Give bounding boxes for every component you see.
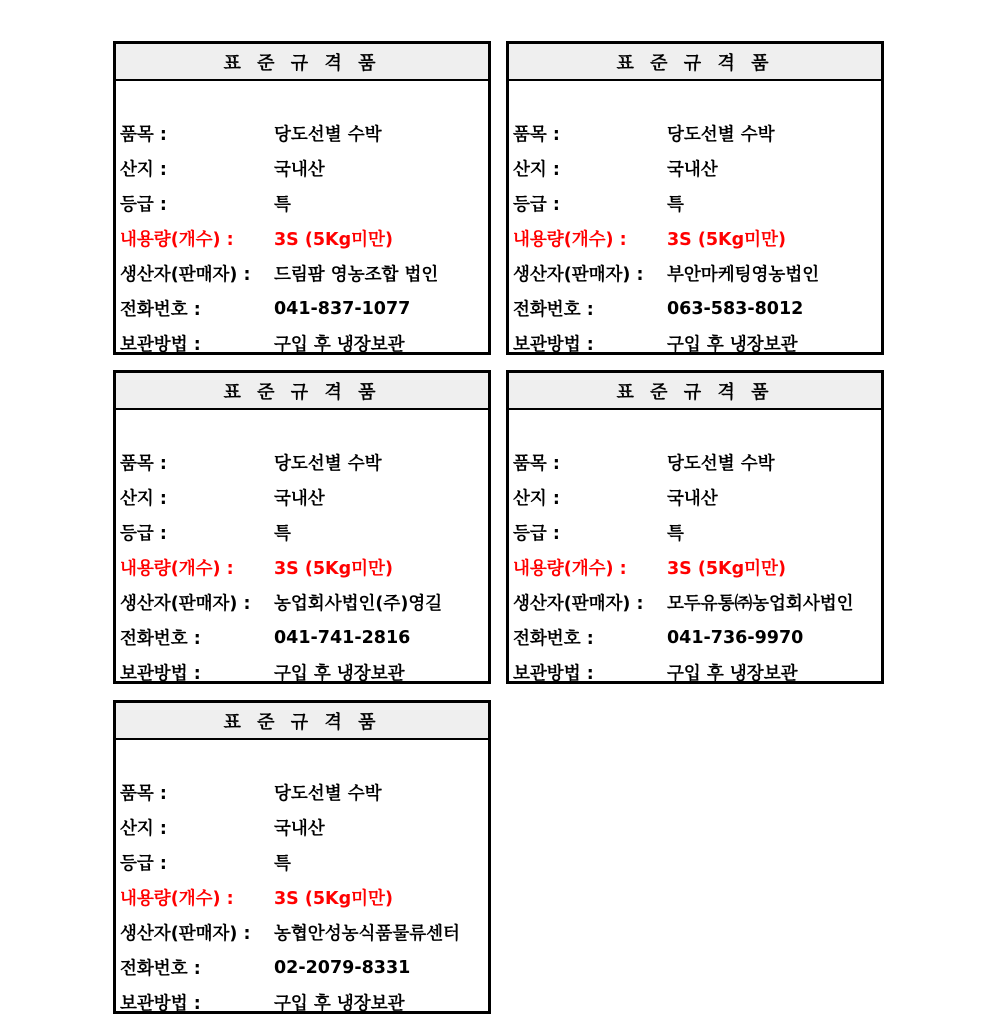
row-item: [116, 775, 488, 810]
row-phone: [509, 291, 881, 326]
phone-label: 전화번호 :: [513, 300, 594, 320]
item-label: 품목 :: [120, 784, 167, 804]
row-origin: [116, 810, 488, 845]
storage-label: 보관방법 :: [120, 335, 201, 355]
row-storage: [116, 985, 488, 1020]
item-label: 품목 :: [513, 125, 560, 145]
row-storage: [116, 655, 488, 690]
origin-label: 산지 :: [120, 489, 167, 509]
phone-label: 전화번호 :: [120, 300, 201, 320]
row-item: [116, 445, 488, 480]
quantity-value: 3S (5Kg미만): [667, 230, 786, 250]
producer-value: 모두유통㈜농업회사법인: [667, 594, 854, 614]
phone-value: 041-837-1077: [274, 298, 411, 319]
row-phone: [509, 620, 881, 655]
origin-value: 국내산: [274, 160, 325, 180]
storage-label: 보관방법 :: [513, 335, 594, 355]
quantity-value: 3S (5Kg미만): [274, 230, 393, 250]
phone-value: 041-736-9970: [667, 627, 804, 648]
row-quantity: [116, 221, 488, 256]
card-header: 표 준 규 격 품: [116, 44, 488, 81]
card-header: 표 준 규 격 품: [509, 44, 881, 81]
phone-value: 041-741-2816: [274, 627, 411, 648]
origin-label: 산지 :: [120, 160, 167, 180]
row-origin: [116, 151, 488, 186]
storage-value: 구입 후 냉장보관: [667, 335, 798, 355]
producer-label: 생산자(판매자) :: [513, 594, 644, 614]
origin-value: 국내산: [274, 489, 325, 509]
phone-value: 02-2079-8331: [274, 957, 411, 978]
phone-value: 063-583-8012: [667, 298, 804, 319]
row-origin: [509, 151, 881, 186]
storage-value: 구입 후 냉장보관: [274, 335, 405, 355]
row-quantity: [509, 550, 881, 585]
origin-label: 산지 :: [513, 160, 560, 180]
producer-label: 생산자(판매자) :: [120, 924, 251, 944]
item-value: 당도선별 수박: [274, 125, 382, 145]
row-phone: [116, 291, 488, 326]
quantity-label: 내용량(개수) :: [120, 889, 234, 909]
storage-value: 구입 후 냉장보관: [274, 994, 405, 1014]
card-header: 표 준 규 격 품: [509, 373, 881, 410]
storage-label: 보관방법 :: [120, 994, 201, 1014]
quantity-value: 3S (5Kg미만): [667, 559, 786, 579]
row-producer: [116, 585, 488, 620]
quantity-value: 3S (5Kg미만): [274, 889, 393, 909]
phone-label: 전화번호 :: [120, 959, 201, 979]
grade-label: 등급 :: [120, 524, 167, 544]
card-body: [509, 410, 881, 690]
row-item: [509, 116, 881, 151]
grade-label: 등급 :: [513, 524, 560, 544]
row-phone: [116, 950, 488, 985]
quantity-label: 내용량(개수) :: [513, 559, 627, 579]
quantity-value: 3S (5Kg미만): [274, 559, 393, 579]
item-value: 당도선별 수박: [274, 454, 382, 474]
quantity-label: 내용량(개수) :: [120, 559, 234, 579]
item-label: 품목 :: [120, 454, 167, 474]
grade-label: 등급 :: [120, 195, 167, 215]
grade-value: 특: [274, 195, 291, 215]
item-value: 당도선별 수박: [274, 784, 382, 804]
row-phone: [116, 620, 488, 655]
producer-value: 부안마케팅영농법인: [667, 265, 820, 285]
grade-value: 특: [667, 524, 684, 544]
producer-value: 농업회사법인(주)영길: [274, 594, 443, 614]
card-body: [116, 410, 488, 690]
row-origin: [509, 480, 881, 515]
row-producer: [116, 915, 488, 950]
row-origin: [116, 480, 488, 515]
origin-value: 국내산: [667, 489, 718, 509]
row-producer: [509, 585, 881, 620]
row-grade: [509, 515, 881, 550]
row-quantity: [116, 550, 488, 585]
storage-label: 보관방법 :: [513, 664, 594, 684]
card-body: [509, 81, 881, 361]
grade-value: 특: [274, 524, 291, 544]
card-body: [116, 81, 488, 361]
row-producer: [509, 256, 881, 291]
item-value: 당도선별 수박: [667, 454, 775, 474]
grade-value: 특: [667, 195, 684, 215]
row-quantity: [116, 880, 488, 915]
row-grade: [116, 186, 488, 221]
phone-label: 전화번호 :: [513, 629, 594, 649]
row-producer: [116, 256, 488, 291]
row-grade: [116, 515, 488, 550]
row-grade: [509, 186, 881, 221]
row-item: [116, 116, 488, 151]
item-value: 당도선별 수박: [667, 125, 775, 145]
producer-value: 농협안성농식품물류센터: [274, 924, 460, 944]
storage-value: 구입 후 냉장보관: [667, 664, 798, 684]
storage-label: 보관방법 :: [120, 664, 201, 684]
origin-value: 국내산: [274, 819, 325, 839]
product-label-card: [113, 41, 491, 355]
quantity-label: 내용량(개수) :: [120, 230, 234, 250]
origin-label: 산지 :: [513, 489, 560, 509]
product-label-card: [506, 370, 884, 684]
item-label: 품목 :: [120, 125, 167, 145]
row-quantity: [509, 221, 881, 256]
product-label-card: [113, 370, 491, 684]
producer-label: 생산자(판매자) :: [120, 594, 251, 614]
row-storage: [509, 655, 881, 690]
producer-value: 드림팜 영농조합 법인: [274, 265, 439, 285]
grade-label: 등급 :: [513, 195, 560, 215]
row-storage: [509, 326, 881, 361]
row-storage: [116, 326, 488, 361]
quantity-label: 내용량(개수) :: [513, 230, 627, 250]
product-label-card: [113, 700, 491, 1014]
item-label: 품목 :: [513, 454, 560, 474]
grade-value: 특: [274, 854, 291, 874]
producer-label: 생산자(판매자) :: [513, 265, 644, 285]
row-grade: [116, 845, 488, 880]
grade-label: 등급 :: [120, 854, 167, 874]
storage-value: 구입 후 냉장보관: [274, 664, 405, 684]
origin-label: 산지 :: [120, 819, 167, 839]
product-label-card: [506, 41, 884, 355]
card-header: 표 준 규 격 품: [116, 703, 488, 740]
card-header: 표 준 규 격 품: [116, 373, 488, 410]
origin-value: 국내산: [667, 160, 718, 180]
producer-label: 생산자(판매자) :: [120, 265, 251, 285]
card-body: [116, 740, 488, 1020]
row-item: [509, 445, 881, 480]
phone-label: 전화번호 :: [120, 629, 201, 649]
